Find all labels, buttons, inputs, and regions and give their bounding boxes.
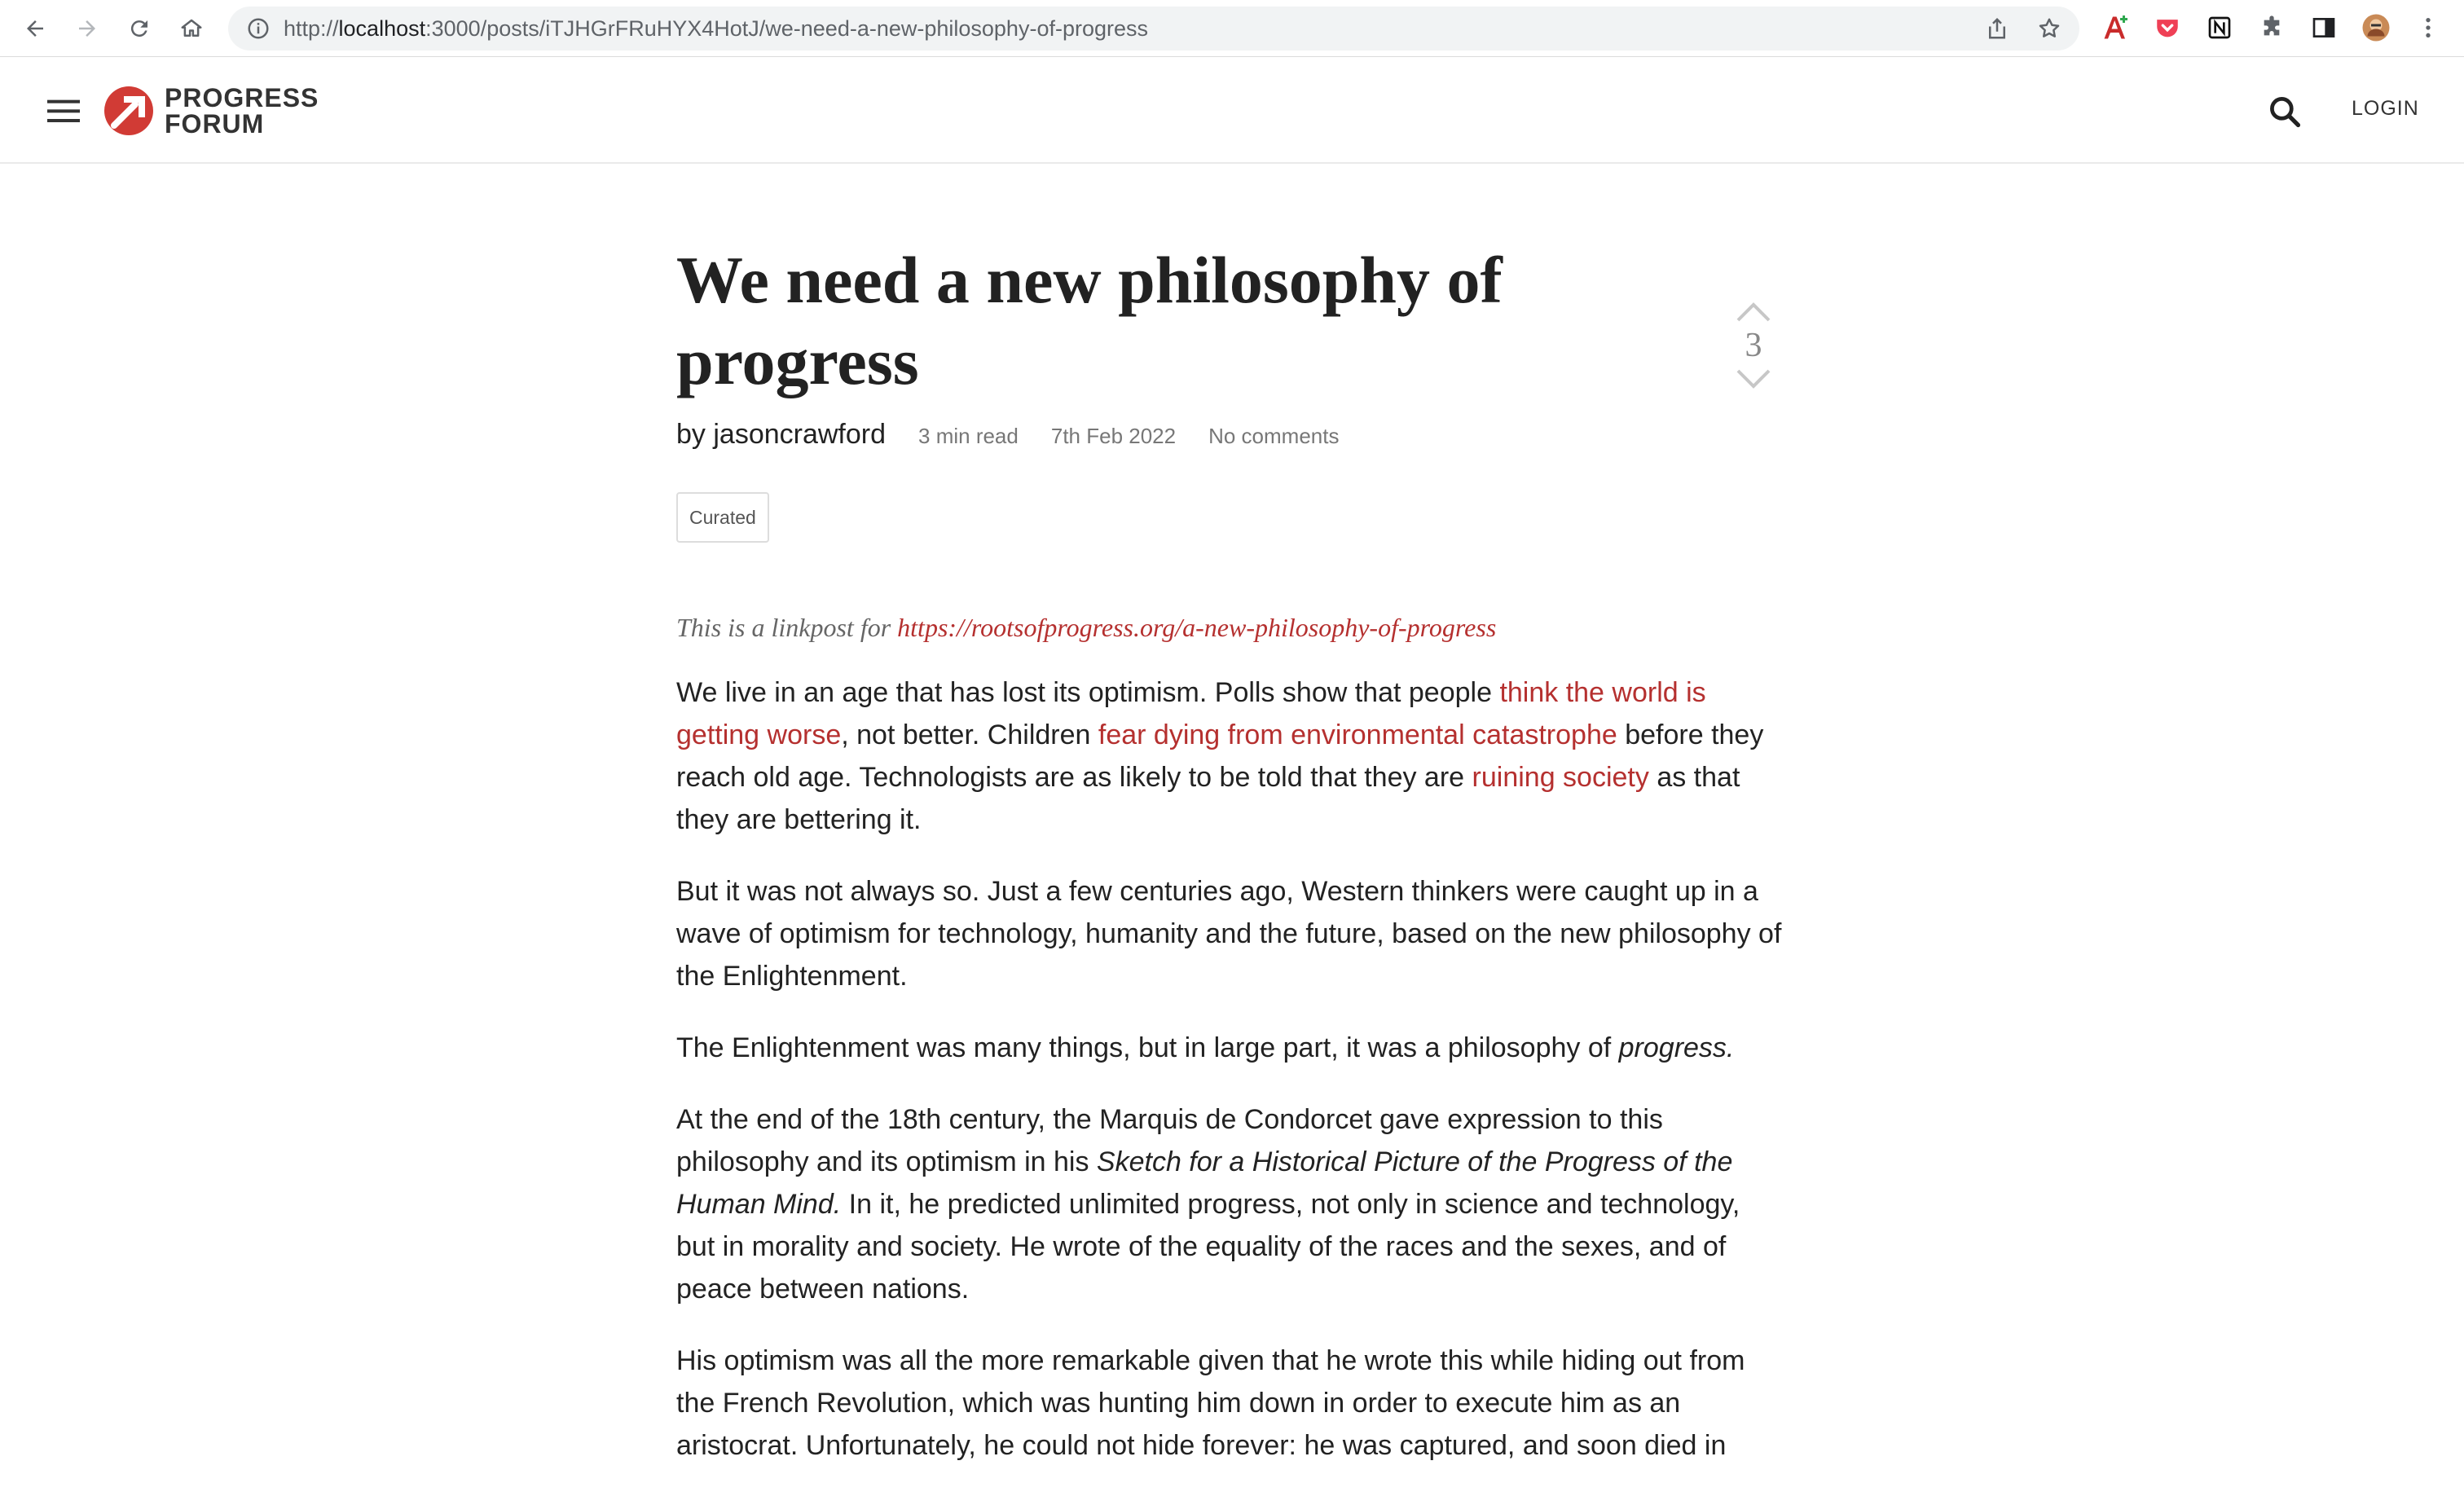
reload-icon[interactable] bbox=[122, 11, 156, 46]
browser-toolbar bbox=[0, 0, 2464, 57]
info-icon[interactable] bbox=[246, 16, 271, 41]
extensions-puzzle-icon[interactable] bbox=[2255, 11, 2288, 44]
vote-count: 3 bbox=[1745, 327, 1762, 364]
paragraph-1: We live in an age that has lost its optimism. Polls show that people think the world is getting worse, not better. Children fear dying from environmental catastrophe before they reach old age. Technologists are as likely to be told that they are ruining society as that they are bettering it. bbox=[676, 677, 1764, 835]
post-date: 7th Feb 2022 bbox=[1050, 424, 1177, 448]
profile-avatar[interactable] bbox=[2360, 11, 2392, 44]
link-think-world-worse[interactable]: think the world is getting worse bbox=[676, 677, 1706, 750]
post-title: We need a new philosophy of progress bbox=[676, 243, 1503, 398]
site-header bbox=[0, 58, 2464, 164]
post-body bbox=[676, 606, 1784, 1496]
home-icon[interactable] bbox=[174, 11, 209, 46]
paragraph-5: His optimism was all the more remarkable given that he wrote this while hiding out from the French Revolution, which was hunting him down in order to execute him as an aristocrat. Unfortunately, he could not hide forever: he was captured, and soon died in bbox=[676, 1345, 1745, 1461]
vote-widget bbox=[1721, 301, 1786, 389]
author-link[interactable]: by jasoncrawford bbox=[676, 419, 887, 450]
upvote-chevron-icon[interactable] bbox=[1736, 301, 1771, 323]
downvote-chevron-icon[interactable] bbox=[1736, 368, 1771, 389]
linkpost-notice: This is a linkpost for https://rootsofprogress.org/a-new-philosophy-of-progress bbox=[676, 613, 1497, 642]
progress-forum-logo[interactable] bbox=[103, 81, 319, 141]
linkpost-url-link[interactable]: https://rootsofprogress.org/a-new-philosophy-of-progress bbox=[897, 613, 1497, 642]
tag-curated[interactable]: Curated bbox=[676, 492, 769, 543]
paragraph-4: At the end of the 18th century, the Marquis de Condorcet gave expression to this philosophy and its optimism in his Sketch for a Historical Picture of the Progress of the Human Mind. In it, he predicted unlimited progress, not only in science and technology, but in morality and society. He wrote of the equality of the races and the sexes, and of peace between nations. bbox=[676, 1104, 1740, 1305]
hamburger-menu-icon[interactable] bbox=[47, 97, 80, 125]
forward-icon[interactable] bbox=[70, 11, 104, 46]
pocket-icon[interactable] bbox=[2151, 11, 2184, 44]
back-icon[interactable] bbox=[18, 11, 52, 46]
logo-wordmark: PROGRESS FORUM bbox=[165, 83, 319, 139]
post-byline bbox=[676, 419, 1339, 451]
search-icon[interactable] bbox=[2267, 94, 2303, 130]
url-text[interactable]: http://localhost:3000/posts/iTJHGrFRuHYX4HotJ/we-need-a-new-philosophy-of-progress bbox=[284, 16, 1148, 41]
more-menu-icon[interactable] bbox=[2412, 11, 2444, 44]
paragraph-2: But it was not always so. Just a few centuries ago, Western thinkers were caught up in a wave of optimism for technology, humanity and the future, based on the new philosophy of the Enlightenment. bbox=[676, 876, 1782, 992]
comments-link[interactable]: No comments bbox=[1208, 424, 1340, 448]
logo-arrow-icon bbox=[103, 85, 155, 137]
read-time: 3 min read bbox=[918, 424, 1019, 448]
address-bar[interactable] bbox=[228, 7, 2079, 51]
side-panel-icon[interactable] bbox=[2308, 11, 2340, 44]
link-ruining-society[interactable]: ruining society bbox=[1472, 762, 1649, 793]
notion-icon[interactable] bbox=[2203, 11, 2236, 44]
link-fear-dying[interactable]: fear dying from environmental catastrophe bbox=[1098, 719, 1617, 750]
font-extension-icon[interactable] bbox=[2099, 11, 2132, 44]
share-icon[interactable] bbox=[1985, 16, 2009, 41]
paragraph-3: The Enlightenment was many things, but in large part, it was a philosophy of progress. bbox=[676, 1032, 1735, 1063]
login-button[interactable]: LOGIN bbox=[2352, 97, 2419, 120]
bookmark-star-icon[interactable] bbox=[2037, 16, 2061, 41]
